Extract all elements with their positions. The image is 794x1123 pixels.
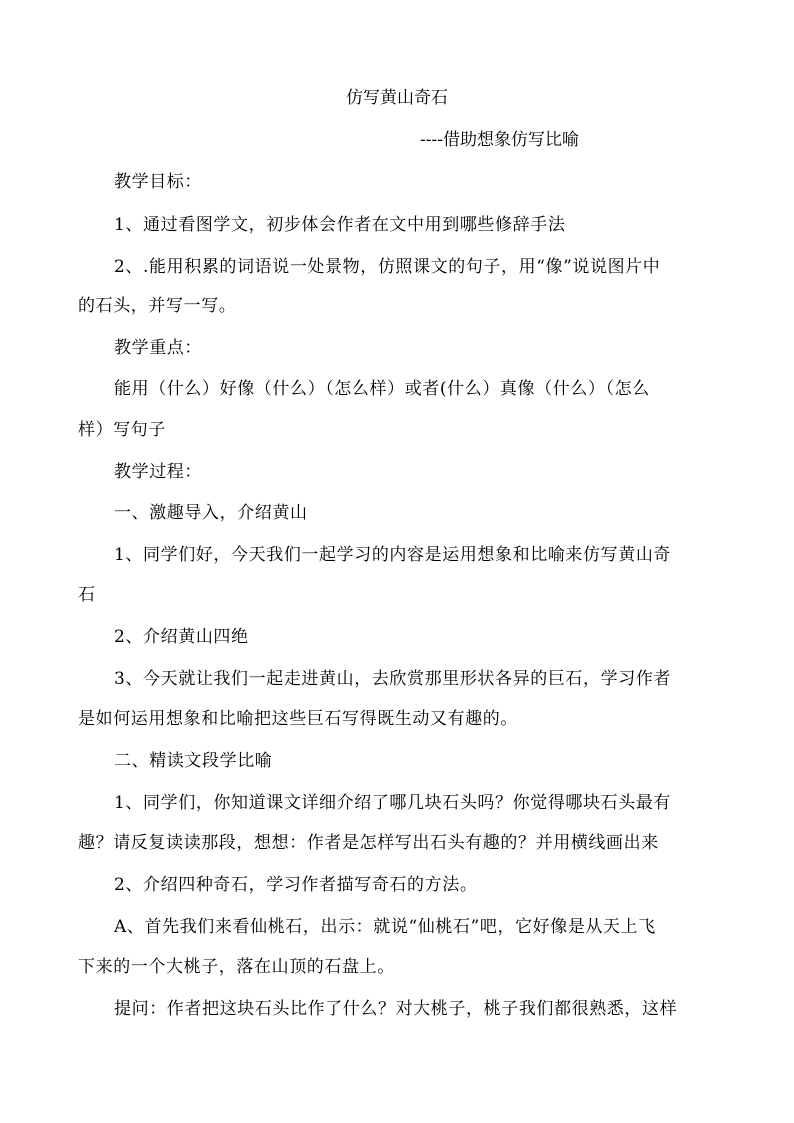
paragraph-line: 的石头，并写一写。: [78, 296, 237, 316]
paragraph-line: 下来的一个大桃子，落在山顶的石盘上。: [78, 957, 395, 977]
paragraph-line: 2、介绍黄山四绝: [114, 627, 249, 647]
paragraph-line: 一、激趣导入，介绍黄山: [114, 503, 308, 523]
paragraph-line: 1、通过看图学文，初步体会作者在文中用到哪些修辞手法: [114, 215, 566, 235]
paragraph-line: 二、精读文段学比喻: [114, 751, 273, 771]
paragraph-line: 2、.能用积累的词语说一处景物，仿照课文的句子，用“像”说说图片中: [114, 257, 661, 277]
paragraph-line: 趣？请反复读读那段，想想：作者是怎样写出石头有趣的？并用横线画出来: [78, 833, 659, 853]
paragraph-line: 提问：作者把这块石头比作了什么？对大桃子，桃子我们都很熟悉，这样: [114, 999, 678, 1019]
paragraph-line: 能用（什么）好像（什么）（怎么样）或者(什么）真像（什么）（怎么: [114, 379, 650, 399]
paragraph-line: 教学过程：: [114, 462, 202, 482]
document-subtitle: ----借助想象仿写比喻: [420, 130, 579, 150]
paragraph-line: 3、今天就让我们一起走进黄山，去欣赏那里形状各异的巨石，学习作者: [114, 669, 672, 689]
paragraph-line: 是如何运用想象和比喻把这些巨石写得既生动又有趣的。: [78, 709, 518, 729]
paragraph-line: 石: [78, 585, 96, 605]
document-title: 仿写黄山奇石: [346, 88, 448, 108]
paragraph-line: 教学重点：: [114, 338, 202, 358]
paragraph-line: 样）写句子: [78, 420, 166, 440]
paragraph-line: 2、介绍四种奇石，学习作者描写奇石的方法。: [114, 875, 478, 895]
paragraph-line: 1、同学们好，今天我们一起学习的内容是运用想象和比喻来仿写黄山奇: [114, 545, 672, 565]
paragraph-line: A、首先我们来看仙桃石，出示：就说“仙桃石”吧，它好像是从天上飞: [114, 917, 656, 937]
paragraph-line: 1、同学们，你知道课文详细介绍了哪几块石头吗？你觉得哪块石头最有: [114, 793, 672, 813]
paragraph-line: 教学目标：: [114, 172, 202, 192]
